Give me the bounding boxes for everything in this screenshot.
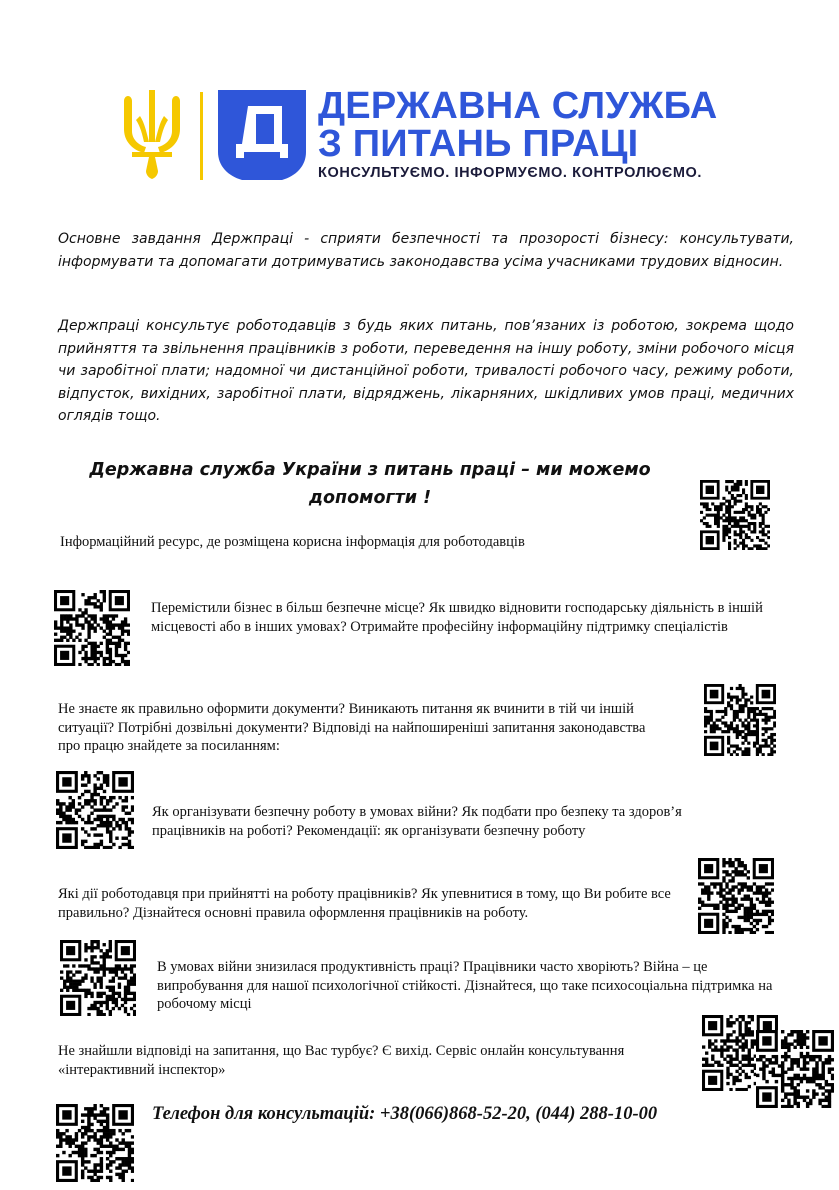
- qr-code-icon[interactable]: [700, 480, 770, 550]
- brand-title-line1: ДЕРЖАВНА СЛУЖБА: [318, 85, 718, 127]
- brand-slogan: КОНСУЛЬТУЄМО. ІНФОРМУЄМО. КОНТРОЛЮЄМО.: [318, 165, 703, 181]
- phone-line: Телефон для консультацій: +38(066)868-52-20, (044) 288-10-00: [152, 1104, 658, 1124]
- resource-text-4: Як організувати безпечну роботу в умовах війни? Як подбати про безпеку та здоров’я працівників на роботі? Рекомендації: як організувати безпечну роботу: [152, 804, 682, 839]
- qr-code-icon[interactable]: [756, 1030, 834, 1108]
- qr-code-icon[interactable]: [54, 590, 130, 666]
- qr-code-icon[interactable]: [56, 1104, 134, 1182]
- shield-d-logo-icon: [218, 90, 306, 182]
- resource-text-5: Які дії роботодавця при прийнятті на роботу працівників? Як упевнитися в тому, що Ви робите все правильно? Дізнайтеся основні правила оформлення працівників на роботу.: [58, 886, 671, 921]
- divider: [200, 92, 203, 180]
- intro-paragraph-2: Держпраці консультує роботодавців з будь яких питань, пов’язаних із роботою, зокрема щодо прийняття та звільнення працівників з роботи, переведення на іншу роботу, зміни робочого місця чи заробітної плати; надомної чи дистанційної роботи, тривалості робочого часу, режиму роботи, відпусток, вихідних, заробітної плати, відряджень, лікарняних, шкідливих умов праці, медичних оглядів тощо.: [58, 318, 794, 424]
- resource-text-6: В умовах війни знизилася продуктивність праці? Працівники часто хворіють? Війна – це випробування для нашої психологічної стійкості. Дізнайтеся, що таке психосоціальна підтримка на робочому місці: [157, 959, 773, 1012]
- headline: Державна служба України з питань праці – ми можемо допомогти !: [89, 460, 651, 508]
- qr-code-icon[interactable]: [704, 684, 776, 756]
- resource-text-1: Інформаційний ресурс, де розміщена корисна інформація для роботодавців: [60, 534, 525, 550]
- qr-code-icon[interactable]: [56, 771, 134, 849]
- trident-icon: [120, 86, 184, 182]
- resource-text-3: Не знаєте як правильно оформити документи? Виникають питання як вчинити в тій чи іншій ситуації? Потрібні дозвільні документи? Відповіді на найпоширеніші запитання законодавства про працю знайдете за посиланням:: [58, 701, 646, 754]
- qr-code-icon[interactable]: [698, 858, 774, 934]
- intro-paragraph-1: Основне завдання Держпраці - сприяти безпечності та прозорості бізнесу: консультувати, інформувати та допомагати дотримуватись законодавства усіма учасниками трудових відносин.: [58, 231, 794, 270]
- brand-title-line2: З ПИТАНЬ ПРАЦІ: [318, 123, 639, 165]
- qr-code-icon[interactable]: [60, 940, 136, 1016]
- resource-text-2: Перемістили бізнес в більш безпечне місце? Як швидко відновити господарську діяльність в іншій місцевості або в інших умовах? Отримайте професійну інформаційну підтримку спеціалістів: [151, 600, 763, 635]
- resource-text-7: Не знайшли відповіді на запитання, що Вас турбує? Є вихід. Сервіс онлайн консультування «інтерактивний інспектор»: [58, 1043, 625, 1078]
